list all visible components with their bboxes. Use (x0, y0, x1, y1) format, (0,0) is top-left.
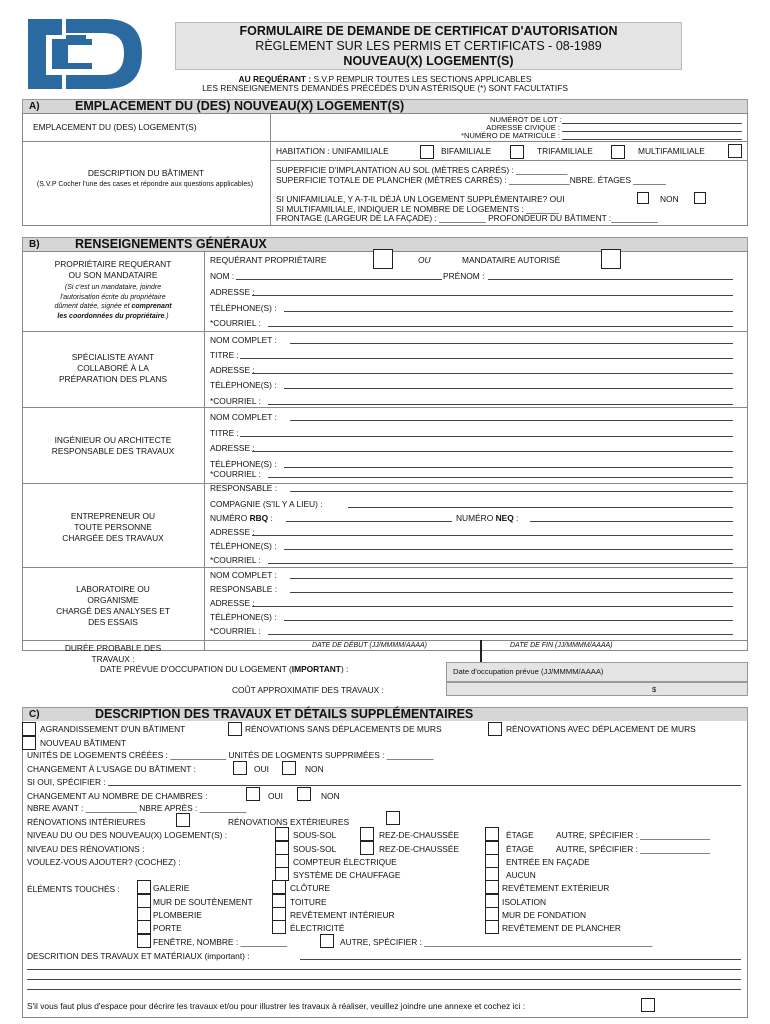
toiture-label: TOITURE (290, 897, 327, 907)
ingenieur-telephone-field[interactable] (284, 467, 733, 468)
ingenieur-telephone-label: TÉLÉPHONE(S) : (210, 459, 277, 469)
niveau-log-etage-checkbox[interactable] (485, 827, 499, 841)
date-debut-label: DATE DE DÉBUT (JJ/MMMM/AAAA) (312, 642, 427, 649)
specialiste-label: SPÉCIALISTE AYANT COLLABORÉ À LA PRÉPARATION DES PLANS (58, 352, 168, 384)
labo-adresse-field[interactable] (252, 606, 733, 607)
occupation-label: DATE PRÉVUE D'OCCUPATION DU LOGEMENT (IMPORTANT) : (100, 664, 349, 674)
owner-telephone-label: TÉLÉPHONE(S) : (210, 303, 277, 313)
usage-non-checkbox[interactable] (282, 761, 296, 775)
unifamiliale-checkbox[interactable] (420, 145, 434, 159)
specialiste-telephone-label: TÉLÉPHONE(S) : (210, 380, 277, 390)
ingenieur-courriel-field[interactable] (268, 477, 733, 478)
reno-sans-checkbox[interactable] (228, 722, 242, 736)
specialiste-titre-label: TITRE : (210, 350, 239, 360)
labo-responsable-label: RESPONSABLE : (210, 584, 278, 594)
chambres-non-label: NON (321, 791, 340, 801)
niveau-log-sous-sol-label: SOUS-SOL (293, 830, 337, 840)
title-line-2: RÈGLEMENT SUR LES PERMIS ET CERTIFICATS - 08-1989 (255, 39, 602, 53)
title-line-3: NOUVEAU(X) LOGEMENT(S) (343, 54, 514, 68)
niveau-log-sous-sol-checkbox[interactable] (275, 827, 289, 841)
superficie-sol: SUPERFICIE D'IMPLANTATION AU SOL (MÈTRES CARRÉS) : ___________ (276, 165, 568, 175)
frontage-profondeur: FRONTAGE (LARGEUR DE LA FAÇADE) : __________ PROFONDEUR DU BÂTIMENT :__________ (276, 213, 658, 223)
mur-sout-label: MUR DE SOUTÈNEMENT (153, 897, 253, 907)
multi-nombre-logements: SI MULTIFAMILIALE, INDIQUER LE NOMBRE DE LOGEMENTS : _______ (276, 204, 559, 214)
owner-adresse-field[interactable] (252, 295, 733, 296)
niveau-reno-sous-sol-checkbox[interactable] (275, 841, 289, 855)
duree-label: DURÉE PROBABLE DES TRAVAUX : (64, 643, 162, 664)
reno-int-checkbox[interactable] (176, 813, 190, 827)
entrepreneur-responsable-label: RESPONSABLE : (210, 483, 278, 493)
mur-fond-label: MUR DE FONDATION (502, 910, 587, 920)
porte-label: PORTE (153, 923, 182, 933)
niveau-reno-etage-label: ÉTAGE (506, 844, 534, 854)
specialiste-telephone-field[interactable] (284, 388, 733, 389)
owner-nom-label: NOM : (210, 271, 235, 281)
specialiste-titre-field[interactable] (240, 358, 733, 359)
logement-supp-question: SI UNIFAMILIALE, Y A-T-IL DÉJÀ UN LOGEMENT SUPPLÉMENTAIRE? OUI (276, 194, 565, 204)
specialiste-courriel-field[interactable] (268, 404, 733, 405)
bifamiliale-checkbox[interactable] (510, 145, 524, 159)
reno-sans-label: RÉNOVATIONS SANS DÉPLACEMENTS DE MURS (245, 724, 442, 734)
form-title (175, 22, 682, 70)
unifamiliale-label: HABITATION : UNIFAMILIALE (276, 146, 389, 156)
neq-label: NUMÉRO NEQ : (456, 513, 519, 523)
niveau-reno-autre-label: AUTRE, SPÉCIFIER : _______________ (556, 844, 711, 854)
owner-nom-field[interactable] (236, 279, 442, 280)
ingenieur-label: INGÉNIEUR OU ARCHITECTE RESPONSABLE DES TRAVAUX (51, 435, 175, 456)
owner-courriel-field[interactable] (268, 326, 733, 327)
ingenieur-nom-field[interactable] (290, 420, 733, 421)
rev-ext-checkbox[interactable] (485, 880, 499, 894)
elements-touches-label: ÉLÉMENTS TOUCHÉS : (27, 884, 120, 894)
owner-courriel-label: *COURRIEL : (210, 318, 261, 328)
rbq-field[interactable] (286, 521, 452, 522)
building-note: (S.V.P Cocher l'une des cases et répondre aux questions applicables) (36, 181, 254, 188)
rev-plancher-checkbox[interactable] (485, 920, 499, 934)
changement-chambres-label: CHANGEMENT AU NOMBRE DE CHAMBRES : (27, 791, 208, 801)
entrepreneur-adresse-field[interactable] (252, 535, 733, 536)
autre-element-label: AUTRE, SPÉCIFIER : _________________________________________________ (340, 937, 653, 947)
occupation-date-placeholder: Date d'occupation prévue (JJ/MMMM/AAAA) (453, 667, 604, 676)
isolation-label: ISOLATION (502, 897, 547, 907)
cloture-label: CLÔTURE (290, 883, 331, 893)
neq-field[interactable] (530, 521, 733, 522)
chauffage-label: SYSTÈME DE CHAUFFAGE (293, 870, 401, 880)
owner-prenom-label: PRÉNOM : (443, 271, 485, 281)
logement-supp-oui-checkbox[interactable] (637, 192, 649, 204)
entrepreneur-courriel-field[interactable] (268, 563, 733, 564)
entrepreneur-label: ENTREPRENEUR OU TOUTE PERSONNE CHARGÉE DES TRAVAUX (62, 511, 164, 543)
compteur-label: COMPTEUR ÉLECTRIQUE (293, 857, 397, 867)
entrepreneur-compagnie-label: COMPAGNIE (S'IL Y A LIEU) : (210, 499, 323, 509)
chambres-oui-checkbox[interactable] (246, 787, 260, 801)
ou-label: OU (418, 255, 431, 265)
labo-adresse-label: ADRESSE : (210, 598, 255, 608)
section-c-header: C) DESCRIPTION DES TRAVAUX ET DÉTAILS SUPPLÉMENTAIRES (22, 707, 748, 721)
entree-label: ENTRÉE EN FAÇADE (506, 857, 590, 867)
requerant-proprietaire-label: REQUÉRANT PROPRIÉTAIRE (210, 255, 327, 265)
rev-plancher-label: REVÊTEMENT DE PLANCHER (502, 923, 621, 933)
requerant-proprietaire-checkbox[interactable] (373, 249, 393, 269)
labo-telephone-field[interactable] (284, 620, 733, 621)
toiture-checkbox[interactable] (272, 894, 286, 908)
specialiste-adresse-field[interactable] (252, 373, 733, 374)
entrepreneur-responsable-field[interactable] (290, 491, 733, 492)
trifamiliale-label: TRIFAMILIALE (537, 146, 593, 156)
logement-supp-non-label: NON (660, 194, 679, 204)
labo-nom-field[interactable] (290, 578, 733, 579)
porte-checkbox[interactable] (137, 920, 151, 934)
description-line-4[interactable] (27, 989, 741, 990)
specialiste-nom-field[interactable] (290, 343, 733, 344)
galerie-checkbox[interactable] (137, 880, 151, 894)
section-b-header: B) RENSEIGNEMENTS GÉNÉRAUX (22, 237, 748, 251)
ingenieur-courriel-label: *COURRIEL : (210, 469, 261, 479)
usage-oui-label: OUI (254, 764, 269, 774)
compteur-checkbox[interactable] (275, 854, 289, 868)
cout-field[interactable] (446, 682, 748, 696)
superficie-plancher: SUPERFICIE TOTALE DE PLANCHER (MÈTRES CARRÉS) : _____________NBRE. ÉTAGES _______ (276, 175, 666, 185)
agrandissement-label: AGRANDISSEMENT D'UN BÂTIMENT (40, 724, 186, 734)
chauffage-checkbox[interactable] (275, 867, 289, 881)
fenetre-label: FENÊTRE, NOMBRE : __________ (153, 937, 288, 947)
changement-usage-label: CHANGEMENT À L'USAGE DU BÂTIMENT : (27, 764, 196, 774)
dollar-sign: $ (652, 685, 657, 694)
reno-ext-checkbox[interactable] (386, 811, 400, 825)
owner-note: (Si c'est un mandataire, joindre l'autorisation écrite du propriétaire dûment datée, signée et comprenant les coordonnées du propriétaire.) (54, 284, 172, 320)
notice-line-2: LES RENSEIGNEMENTS DEMANDÉS PRÉCÉDÉS D'UN ASTÉRISQUE (*) SONT FACULTATIFS (202, 83, 568, 93)
fenetre-checkbox[interactable] (137, 934, 151, 948)
rev-int-checkbox[interactable] (272, 907, 286, 921)
address-label: ADRESSE CIVIQUE : (486, 123, 560, 132)
owner-label: PROPRIÉTAIRE REQUÉRANT OU SON MANDATAIRE (54, 259, 172, 280)
title-line-1: FORMULAIRE DE DEMANDE DE CERTIFICAT D'AUTORISATION (239, 24, 618, 38)
isolation-checkbox[interactable] (485, 894, 499, 908)
logement-supp-non-checkbox[interactable] (694, 192, 706, 204)
electricite-checkbox[interactable] (272, 920, 286, 934)
mur-fond-checkbox[interactable] (485, 907, 499, 921)
nouveau-batiment-checkbox[interactable] (22, 736, 36, 750)
multifamiliale-label: MULTIFAMILIALE (638, 146, 705, 156)
laboratoire-label: LABORATOIRE OU ORGANISME CHARGÉ DES ANALYSES ET DES ESSAIS (56, 584, 170, 627)
labo-responsable-field[interactable] (290, 592, 733, 593)
aucun-label: AUCUN (506, 870, 536, 880)
galerie-label: GALERIE (153, 883, 190, 893)
owner-adresse-label: ADRESSE : (210, 287, 255, 297)
building-label: DESCRIPTION DU BÂTIMENT (87, 168, 205, 178)
entrepreneur-adresse-label: ADRESSE : (210, 527, 255, 537)
specialiste-nom-label: NOM COMPLET : (210, 335, 277, 345)
plomberie-label: PLOMBERIE (153, 910, 202, 920)
owner-prenom-field[interactable] (488, 279, 733, 280)
niveau-reno-sous-sol-label: SOUS-SOL (293, 844, 337, 854)
unites-logements: UNITÉS DE LOGEMENTS CRÉÉES : ____________ UNITÉS DE LOGMENTS SUPPRIMÉES : __________ (27, 750, 434, 760)
niveau-log-rez-label: REZ-DE-CHAUSSÉE (379, 830, 460, 840)
section-a-header: A) EMPLACEMENT DU (DES) NOUVEAU(X) LOGEMENT(S) (22, 99, 748, 113)
lot-field[interactable] (562, 123, 742, 124)
chambres-non-checkbox[interactable] (297, 787, 311, 801)
lot-label: NUMÉROT DE LOT : (490, 115, 562, 124)
bifamiliale-label: BIFAMILIALE (441, 146, 492, 156)
annexe-checkbox[interactable] (641, 998, 655, 1012)
nouveau-batiment-label: NOUVEAU BÂTIMENT (40, 738, 127, 748)
entrepreneur-telephone-label: TÉLÉPHONE(S) : (210, 541, 277, 551)
ajouter-label: VOULEZ-VOUS AJOUTER? (COCHEZ) : (27, 857, 181, 867)
description-line-3[interactable] (27, 979, 741, 980)
cout-label: COÛT APPROXIMATIF DES TRAVAUX : (232, 685, 384, 695)
entrepreneur-compagnie-field[interactable] (348, 507, 733, 508)
niveau-logement-label: NIVEAU DU OU DES NOUVEAU(X) LOGEMENT(S) : (27, 830, 228, 840)
multifamiliale-checkbox[interactable] (728, 144, 742, 158)
ingenieur-titre-label: TITRE : (210, 428, 239, 438)
rbq-label: NUMÉRO RBQ : (210, 513, 273, 523)
entrepreneur-telephone-field[interactable] (284, 549, 733, 550)
rev-ext-label: REVÊTEMENT EXTÉRIEUR (502, 883, 610, 893)
reno-int-label: RÉNOVATIONS INTÉRIEURES (27, 817, 146, 827)
niveau-reno-rez-label: REZ-DE-CHAUSSÉE (379, 844, 460, 854)
ingenieur-titre-field[interactable] (240, 436, 733, 437)
mur-sout-checkbox[interactable] (137, 894, 151, 908)
si-oui-field[interactable] (108, 785, 741, 786)
mandataire-label: MANDATAIRE AUTORISÉ (462, 255, 561, 265)
chambres-oui-label: OUI (268, 791, 283, 801)
owner-telephone-field[interactable] (284, 311, 733, 312)
si-oui-label: SI OUI, SPÉCIFIER : (27, 777, 106, 787)
labo-telephone-label: TÉLÉPHONE(S) : (210, 612, 277, 622)
entrepreneur-courriel-label: *COURRIEL : (210, 555, 261, 565)
plomberie-checkbox[interactable] (137, 907, 151, 921)
ingenieur-adresse-field[interactable] (252, 451, 733, 452)
address-field[interactable] (562, 131, 742, 132)
matricule-field[interactable] (562, 139, 742, 140)
specialiste-courriel-label: *COURRIEL : (210, 396, 261, 406)
reno-avec-label: RÉNOVATIONS AVEC DÉPLACEMENT DE MURS (506, 724, 696, 734)
annexe-note: S'il vous faut plus d'espace pour décrire les travaux et/ou pour illustrer les travaux à réaliser, veuillez joindre une annexe et cochez ici : (27, 1001, 526, 1011)
location-label: EMPLACEMENT DU (DES) LOGEMENT(S) (33, 122, 197, 132)
ingenieur-adresse-label: ADRESSE : (210, 443, 255, 453)
electricite-label: ÉLECTRICITÉ (290, 923, 345, 933)
agrandissement-checkbox[interactable] (22, 722, 36, 736)
labo-nom-label: NOM COMPLET : (210, 570, 277, 580)
usage-non-label: NON (305, 764, 324, 774)
mandataire-checkbox[interactable] (601, 249, 621, 269)
niveau-reno-etage-checkbox[interactable] (485, 841, 499, 855)
entree-checkbox[interactable] (485, 854, 499, 868)
niveau-reno-rez-checkbox[interactable] (360, 841, 374, 855)
description-field[interactable] (300, 959, 741, 960)
trifamiliale-checkbox[interactable] (611, 145, 625, 159)
reno-avec-checkbox[interactable] (488, 722, 502, 736)
niveau-log-etage-label: ÉTAGE (506, 830, 534, 840)
nbre-chambres: NBRE AVANT : ___________ NBRE APRÈS : __________ (27, 803, 247, 813)
usage-oui-checkbox[interactable] (233, 761, 247, 775)
date-fin-label: DATE DE FIN (JJ/MMMM/AAAA) (510, 642, 613, 649)
description-label: DESCRITION DES TRAVAUX ET MATÉRIAUX (important) : (27, 951, 250, 961)
cloture-checkbox[interactable] (272, 880, 286, 894)
labo-courriel-field[interactable] (268, 634, 733, 635)
reno-ext-label: RÉNOVATIONS EXTÉRIEURES (228, 817, 350, 827)
labo-courriel-label: *COURRIEL : (210, 626, 261, 636)
matricule-label: *NUMÉRO DE MATRICULE : (460, 131, 560, 140)
aucun-checkbox[interactable] (485, 867, 499, 881)
ingenieur-nom-label: NOM COMPLET : (210, 412, 277, 422)
specialiste-adresse-label: ADRESSE : (210, 365, 255, 375)
niveau-log-autre-label: AUTRE, SPÉCIFIER : _______________ (556, 830, 711, 840)
description-line-2[interactable] (27, 969, 741, 970)
niveau-log-rez-checkbox[interactable] (360, 827, 374, 841)
rev-int-label: REVÊTEMENT INTÉRIEUR (290, 910, 395, 920)
autre-element-checkbox[interactable] (320, 934, 334, 948)
niveau-reno-label: NIVEAU DES RÉNOVATIONS : (27, 844, 145, 854)
notice-line-1: AU REQUÉRANT : S.V.P REMPLIR TOUTES LES SECTIONS APPLICABLES (238, 74, 532, 84)
